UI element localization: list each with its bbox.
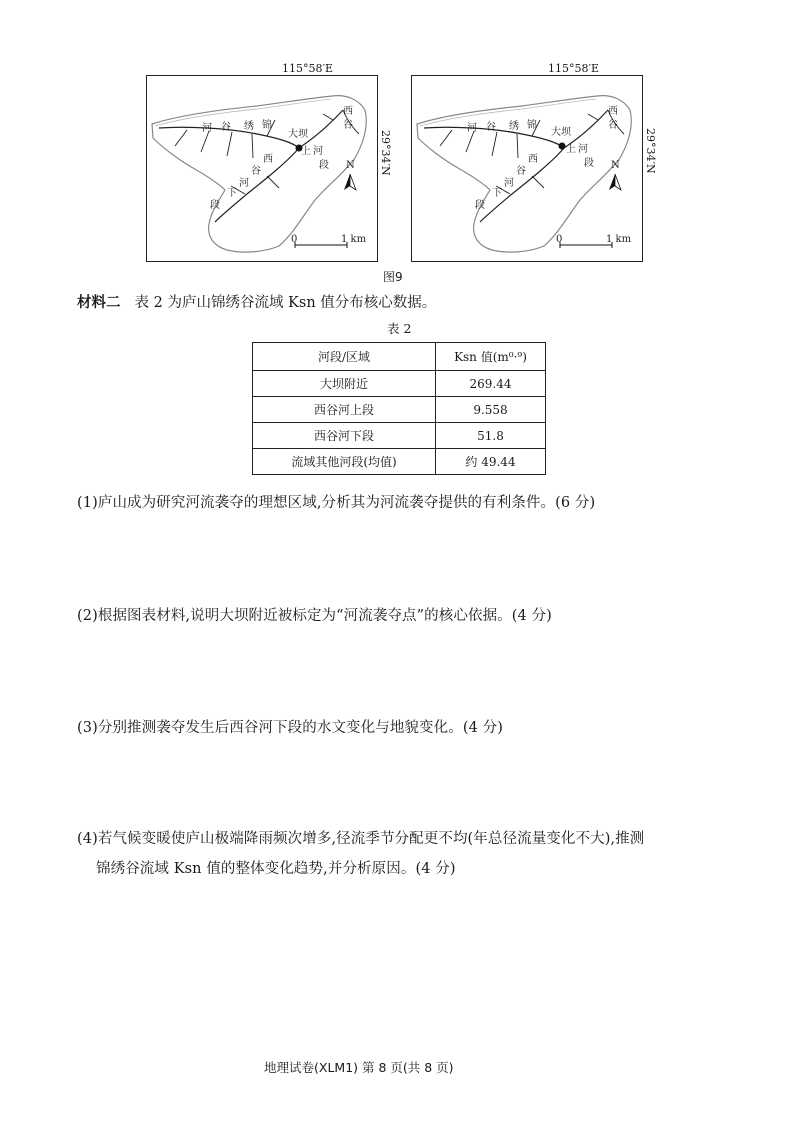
right-latitude: 29°34′N xyxy=(644,128,657,174)
label-duan-a: 段 xyxy=(584,158,594,169)
label-jin-1: 锦 xyxy=(527,120,537,131)
question-3: (3)分别推测袭夺发生后西谷河下段的水文变化与地貌变化。(4 分) xyxy=(77,720,503,736)
label-gu: 谷 xyxy=(486,122,496,133)
cell-ksn: 约 49.44 xyxy=(436,449,546,475)
question-4-line-2: 锦绣谷流域 Ksn 值的整体变化趋势,并分析原因。(4 分) xyxy=(96,861,456,877)
label-duan-a: 段 xyxy=(319,160,329,171)
label-xiu: 绣 xyxy=(244,121,254,132)
label-xia: 下 xyxy=(227,188,237,199)
label-gu-a: 谷 xyxy=(608,120,618,131)
cell-ksn: 9.558 xyxy=(436,397,546,423)
cell-section: 西谷河上段 xyxy=(253,397,436,423)
table-row xyxy=(253,449,546,475)
material-2 xyxy=(77,291,436,312)
label-he: 河 xyxy=(202,123,212,134)
ksn-table xyxy=(252,342,546,475)
cell-section: 流域其他河段(均值) xyxy=(253,449,436,475)
label-he-b: 河 xyxy=(504,178,514,189)
table-title: 表 2 xyxy=(387,321,412,336)
label-he-b: 河 xyxy=(239,178,249,189)
north-label: N xyxy=(611,160,620,171)
table-row xyxy=(253,423,546,449)
label-xiu: 绣 xyxy=(509,121,519,132)
scale-km: 1 km xyxy=(606,234,632,245)
left-map xyxy=(146,75,378,262)
label-xi-a: 西 xyxy=(343,106,353,117)
label-xia: 下 xyxy=(492,188,502,199)
page-footer: 地理试卷(XLM1) 第 8 页(共 8 页) xyxy=(264,1060,454,1075)
label-he: 河 xyxy=(467,123,477,134)
label-xi-a: 西 xyxy=(608,106,618,117)
label-gu-b: 谷 xyxy=(516,166,526,177)
scale-zero: 0 xyxy=(556,234,563,245)
table-row xyxy=(253,371,546,397)
label-shang: 上 xyxy=(301,146,311,157)
label-duan-b: 段 xyxy=(475,200,485,211)
material-2-label: 材料二 xyxy=(77,295,121,311)
header-section: 河段/区域 xyxy=(253,343,436,371)
cell-section: 大坝附近 xyxy=(253,371,436,397)
label-jin-1: 锦 xyxy=(262,120,272,131)
label-shang: 上 xyxy=(566,144,576,155)
scale-km: 1 km xyxy=(341,234,367,245)
label-he-a: 河 xyxy=(578,144,588,155)
left-longitude: 115°58′E xyxy=(282,62,334,75)
figure-caption: 图9 xyxy=(383,270,403,284)
table-row xyxy=(253,397,546,423)
label-gu-a: 谷 xyxy=(343,120,353,131)
right-map xyxy=(411,75,643,262)
scale-zero: 0 xyxy=(291,234,298,245)
label-duan-b: 段 xyxy=(210,200,220,211)
right-longitude: 115°58′E xyxy=(548,62,600,75)
header-ksn: Ksn 值(m⁰·⁹) xyxy=(436,343,546,371)
question-1: (1)庐山成为研究河流袭夺的理想区域,分析其为河流袭夺提供的有利条件。(6 分) xyxy=(77,495,596,511)
table-header-row xyxy=(253,343,546,371)
left-latitude: 29°34′N xyxy=(379,130,392,176)
question-4-line-1: (4)若气候变暖使庐山极端降雨频次增多,径流季节分配更不均(年总径流量变化不大),推测 xyxy=(77,831,645,847)
label-xi-b: 西 xyxy=(263,154,273,165)
north-label: N xyxy=(346,160,355,171)
label-dam: 大坝 xyxy=(551,127,571,138)
cell-ksn: 269.44 xyxy=(436,371,546,397)
material-2-text: 表 2 为庐山锦绣谷流域 Ksn 值分布核心数据。 xyxy=(134,295,437,311)
label-dam: 大坝 xyxy=(288,129,308,140)
cell-section: 西谷河下段 xyxy=(253,423,436,449)
question-2: (2)根据图表材料,说明大坝附近被标定为“河流袭夺点”的核心依据。(4 分) xyxy=(77,608,552,624)
label-xi-b: 西 xyxy=(528,154,538,165)
label-gu-b: 谷 xyxy=(251,166,261,177)
label-gu: 谷 xyxy=(221,122,231,133)
cell-ksn: 51.8 xyxy=(436,423,546,449)
label-he-a: 河 xyxy=(313,146,323,157)
